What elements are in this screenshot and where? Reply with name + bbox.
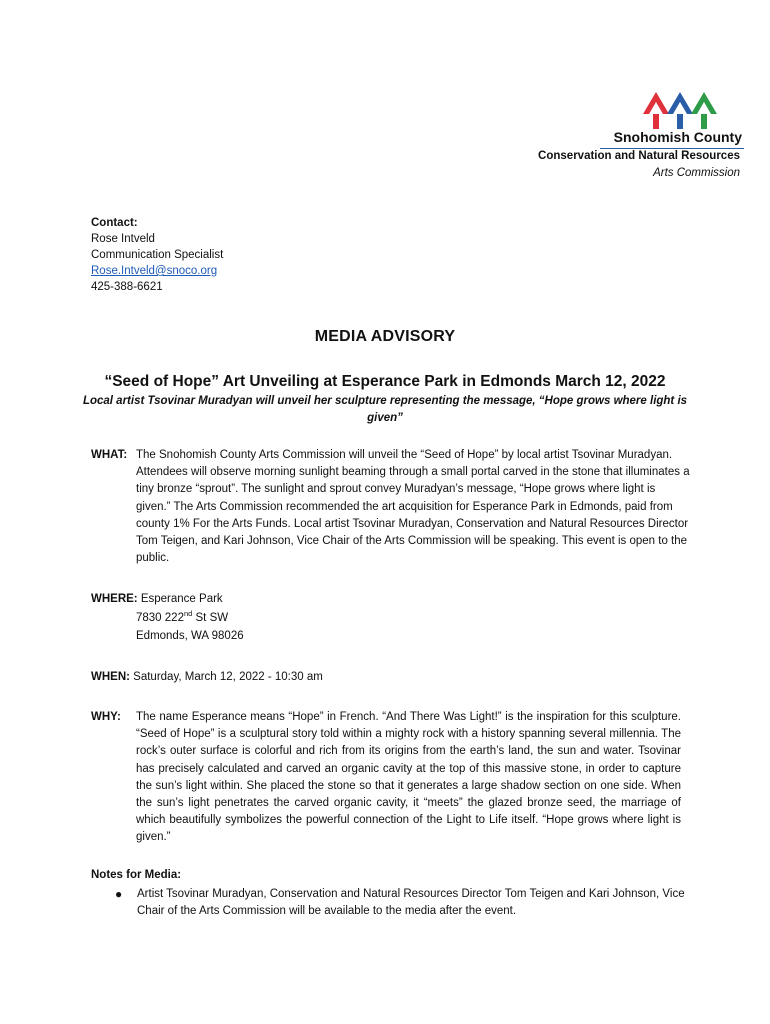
subheadline: Local artist Tsovinar Muradyan will unveil her sculpture representing the message, “Hope grows where light is given” <box>82 395 688 424</box>
where-city: Edmonds, WA 98026 <box>136 630 244 642</box>
street-suffix: nd <box>183 608 193 618</box>
contact-block <box>91 215 223 295</box>
what-label: WHAT: <box>91 449 128 461</box>
bullet-icon: ● <box>115 887 123 902</box>
org-name: Snohomish County <box>613 129 742 145</box>
headline: “Seed of Hope” Art Unveiling at Esperance Park in Edmonds March 12, 2022 <box>104 373 666 390</box>
advisory-title: MEDIA ADVISORY <box>314 328 456 345</box>
contact-label: Contact: <box>91 217 138 229</box>
list-item <box>115 886 691 920</box>
logo-tree-red <box>643 92 669 129</box>
logo-tree-blue <box>667 92 693 129</box>
contact-email-link[interactable]: Rose.Intveld@snoco.org <box>91 265 218 277</box>
where-place: Esperance Park <box>140 593 223 605</box>
org-commission: Arts Commission <box>653 167 740 179</box>
letterhead-divider <box>600 148 744 149</box>
contact-name: Rose Intveld <box>91 233 155 245</box>
logo-tree-green <box>691 92 717 129</box>
where-section <box>91 590 691 646</box>
when-text: Saturday, March 12, 2022 - 10:30 am <box>133 671 323 683</box>
when-section <box>91 669 691 686</box>
street-number: 7830 222 <box>136 611 184 624</box>
org-department: Conservation and Natural Resources <box>538 150 740 162</box>
notes-item-text: Artist Tsovinar Muradyan, Conservation and Natural Resources Director Tom Teigen and Kari Johnson, Vice Chair of the Arts Commission will be available to the media after the event. <box>137 888 685 918</box>
contact-phone: 425-388-6621 <box>91 281 163 293</box>
why-text: The name Esperance means “Hope” in French. “And There Was Light!” is the inspiration for this sculpture. “Seed of Hope” is a sculptural story told within a mighty rock with a history spanning several millennia. The rock’s outer surface is colorful and rich from its origins from the earth’s land, the sun and water. Tsovinar has precisely calculated and carved an organic cavity at the top of this massive stone, in order to capture the sun’s light within. She placed the stone so that it generates a large shadow section on one side. When the sun’s light penetrates the carved organic cavity, it “meets” the glazed bronze seed, the marriage of which beautifully symbolizes the powerful connection of the Light to Life itself. “Hope grows where light is given.” <box>136 711 681 844</box>
what-section <box>91 447 691 567</box>
where-street <box>136 609 691 628</box>
contact-title: Communication Specialist <box>91 249 224 261</box>
when-label: WHEN: <box>91 671 130 683</box>
snohomish-county-logo <box>640 88 722 132</box>
street-rest: St SW <box>192 611 229 624</box>
what-text: The Snohomish County Arts Commission will unveil the “Seed of Hope” by local artist Tsovinar Muradyan. Attendees will observe morning sunlight beaming through a small portal carved in the stone that illuminates a tiny bronze “sprout”. The sunlight and sprout convey Muradyan’s message, “Hope grows where light is given.” The Arts Commission recommended the art acquisition for Esperance Park in Edmonds, paid from county 1% For the Arts Funds. Local artist Tsovinar Muradyan, Conservation and Natural Resources Director Tom Teigen, and Kari Johnson, Vice Chair of the Arts Commission will be speaking. This event is open to the public. <box>136 449 690 565</box>
notes-list <box>91 886 691 920</box>
why-label: WHY: <box>91 711 121 723</box>
notes-section <box>91 867 691 921</box>
where-label: WHERE: <box>91 593 138 605</box>
notes-label: Notes for Media: <box>91 869 182 881</box>
why-section <box>91 709 681 847</box>
